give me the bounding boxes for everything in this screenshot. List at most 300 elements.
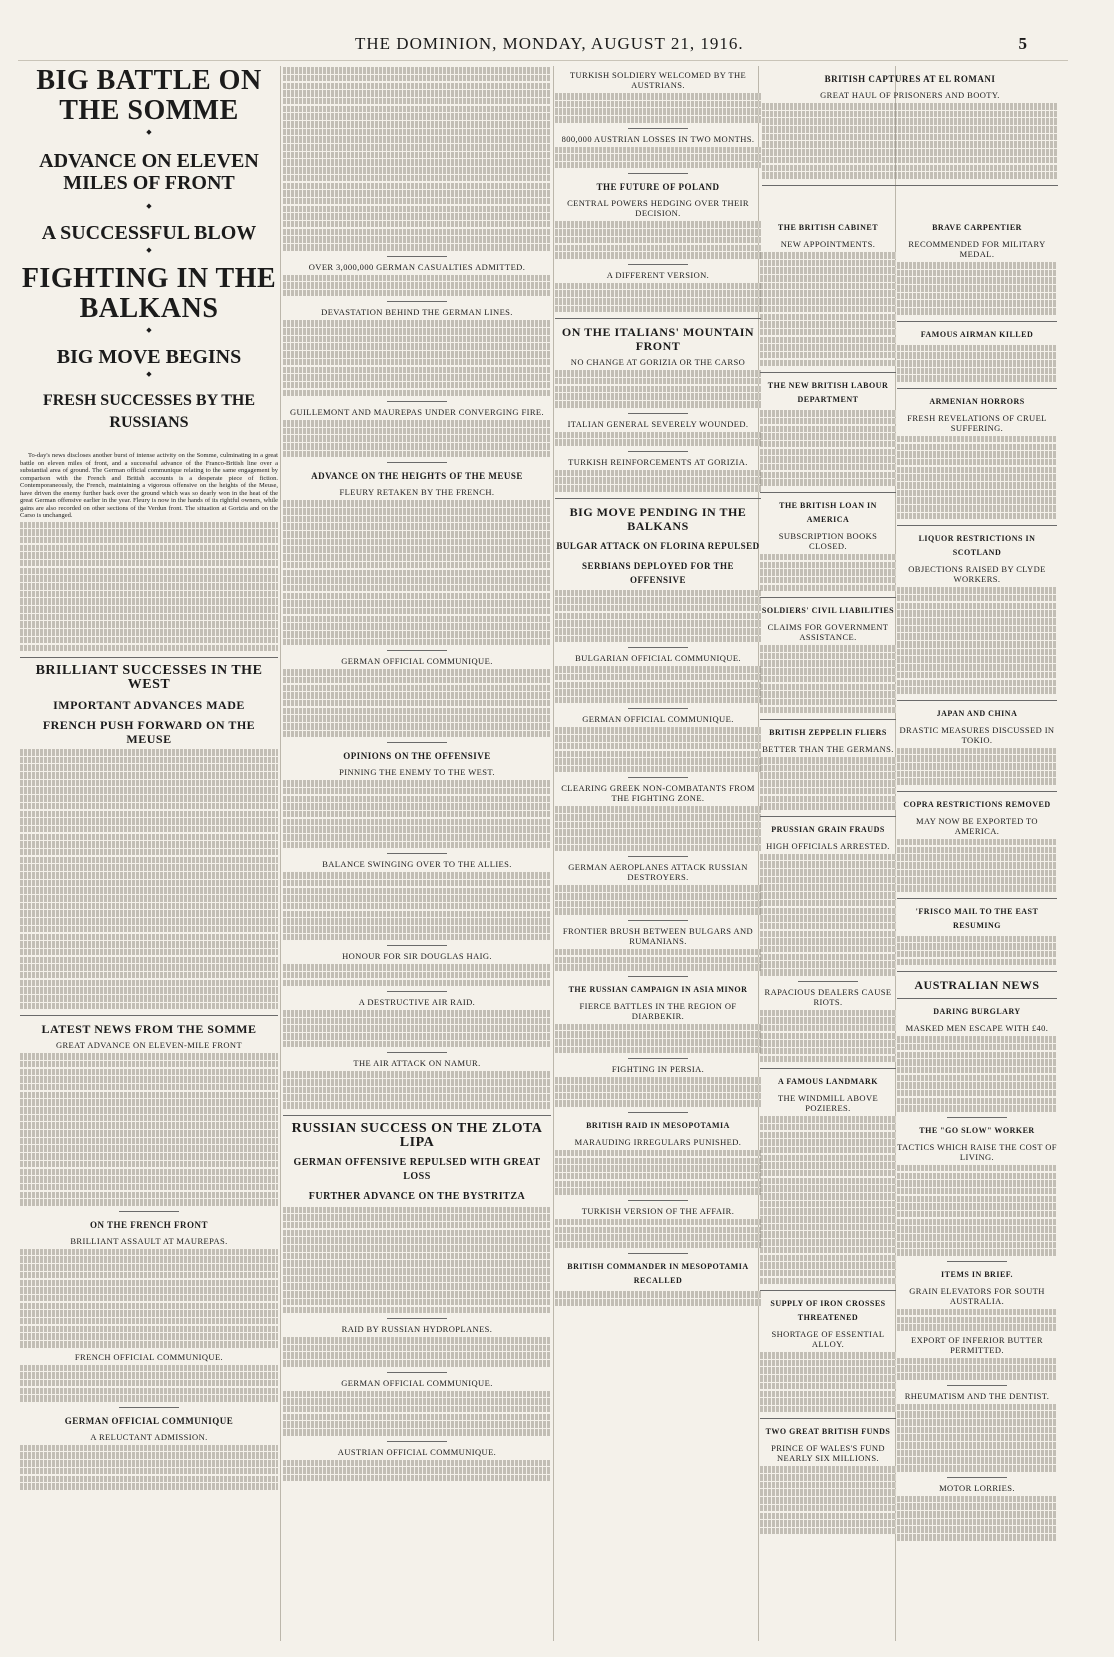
text-line (283, 972, 551, 979)
text-line (20, 545, 278, 552)
text-line (283, 500, 551, 507)
text-line (760, 961, 896, 968)
text-line (555, 1181, 761, 1188)
divider (628, 777, 688, 778)
text-line (555, 116, 761, 123)
text-line (897, 854, 1057, 861)
section-head: LIQUOR RESTRICTIONS IN SCOTLAND (918, 534, 1036, 558)
text-line (555, 386, 761, 393)
text-line (555, 283, 761, 290)
text-line (760, 426, 896, 433)
text-line (760, 410, 896, 417)
text-line (20, 1161, 278, 1168)
text-line (283, 508, 551, 515)
divider (897, 700, 1057, 701)
text-line (555, 605, 761, 612)
text-line (20, 972, 278, 979)
text-line (555, 221, 761, 228)
text-line (897, 1465, 1057, 1472)
text-line (555, 814, 761, 821)
section-subhead: THE WINDMILL ABOVE POZIERES. (777, 1093, 879, 1114)
text-line (760, 1124, 896, 1131)
text-line (897, 352, 1057, 359)
text-line (897, 1309, 1057, 1316)
text-line (760, 1262, 896, 1269)
text-line (20, 1365, 278, 1372)
text-line (20, 857, 278, 864)
text-line (20, 903, 278, 910)
headline-main: BIG BATTLE ON THE SOMME (36, 66, 262, 126)
top-rule (18, 60, 1068, 61)
text-line (555, 901, 761, 908)
text-line (897, 641, 1057, 648)
text-line (283, 585, 551, 592)
text-line (555, 751, 761, 758)
text-line (897, 959, 1057, 966)
text-line (897, 1173, 1057, 1180)
text-line (760, 1139, 896, 1146)
divider (387, 1052, 447, 1053)
text-line (283, 554, 551, 561)
section-subhead: SERBIANS DEPLOYED FOR THE OFFENSIVE (581, 560, 735, 585)
article-head: TURKISH VERSION OF THE AFFAIR. (581, 1205, 735, 1216)
text-line (555, 1150, 761, 1157)
text-line (283, 834, 551, 841)
text-line (760, 699, 896, 706)
text-line (20, 1318, 278, 1325)
text-line (760, 1406, 896, 1413)
section-subhead: FLEURY RETAKEN BY THE FRENCH. (339, 487, 495, 498)
section-subhead: TACTICS WHICH RAISE THE COST OF LIVING. (897, 1141, 1057, 1162)
text-line (760, 314, 896, 321)
text-line (760, 321, 896, 328)
section-subhead: GRAIN ELEVATORS FOR SOUTH AUSTRALIA. (909, 1285, 1045, 1306)
text-line (555, 735, 761, 742)
divider (760, 1418, 896, 1419)
divider (760, 372, 896, 373)
text-line (760, 1048, 896, 1055)
text-line (283, 1268, 551, 1275)
text-line (760, 969, 896, 976)
text-line (20, 1264, 278, 1271)
text-line (283, 1414, 551, 1421)
masthead (0, 30, 1114, 54)
text-line (760, 1132, 896, 1139)
text-line (20, 1372, 278, 1379)
text-line (760, 1375, 896, 1382)
text-line (897, 1180, 1057, 1187)
text-line (897, 1052, 1057, 1059)
text-line (897, 1411, 1057, 1418)
text-line (897, 1036, 1057, 1043)
text-line (283, 577, 551, 584)
text-line (897, 633, 1057, 640)
text-line (20, 780, 278, 787)
text-line (760, 938, 896, 945)
text-line (20, 1053, 278, 1060)
column-5 (897, 215, 1057, 1645)
text-line (20, 1326, 278, 1333)
text-line (283, 159, 551, 166)
text-line (760, 772, 896, 779)
article-head: RAPACIOUS DEALERS CAUSE RIOTS. (764, 986, 892, 1007)
text-line (20, 606, 278, 613)
text-line (760, 283, 896, 290)
text-line (555, 1173, 761, 1180)
column-3 (555, 66, 761, 1646)
section-subhead: FIERCE BATTLES IN THE REGION OF DIARBEKIR. (579, 1000, 737, 1021)
text-line (897, 1511, 1057, 1518)
text-line (283, 390, 551, 397)
text-line (283, 1245, 551, 1252)
text-line (897, 1234, 1057, 1241)
text-line (283, 420, 551, 427)
divider (760, 492, 896, 493)
section-subhead: PINNING THE ENEMY TO THE WEST. (339, 767, 495, 778)
text-line (760, 1520, 896, 1527)
text-line (897, 672, 1057, 679)
text-line (283, 175, 551, 182)
section-subhead: SUBSCRIPTION BOOKS CLOSED. (778, 530, 878, 551)
text-line (283, 623, 551, 630)
text-line (760, 861, 896, 868)
text-line (555, 485, 761, 492)
text-line (897, 1067, 1057, 1074)
text-line (20, 1153, 278, 1160)
divider (387, 991, 447, 992)
text-line (760, 267, 896, 274)
text-line (20, 964, 278, 971)
text-line (897, 943, 1057, 950)
text-line (283, 1018, 551, 1025)
text-line (555, 1165, 761, 1172)
text-line (555, 229, 761, 236)
text-line (897, 1196, 1057, 1203)
text-line (760, 1017, 896, 1024)
article-head: GUILLEMONT AND MAUREPAS UNDER CONVERGING FIRE. (289, 407, 545, 418)
divider (387, 650, 447, 651)
text-line (283, 1337, 551, 1344)
divider (628, 1058, 688, 1059)
text-line (20, 1445, 278, 1452)
text-line (20, 757, 278, 764)
article-head: RHEUMATISM AND THE DENTIST. (904, 1390, 1050, 1401)
text-line (760, 854, 896, 861)
section-head: ARMENIAN HORRORS (929, 396, 1025, 406)
article-head: GERMAN OFFICIAL COMMUNIQUE. (341, 1377, 493, 1388)
text-line (555, 1100, 761, 1107)
text-line (283, 435, 551, 442)
divider (555, 498, 761, 499)
text-line (760, 1147, 896, 1154)
text-line (20, 552, 278, 559)
text-line (760, 1231, 896, 1238)
text-line (897, 862, 1057, 869)
text-line (897, 490, 1057, 497)
el-romani-article (762, 66, 1058, 192)
text-line (760, 418, 896, 425)
text-line (283, 167, 551, 174)
text-line (20, 1287, 278, 1294)
divider (628, 264, 688, 265)
text-line (283, 1406, 551, 1413)
text-line (760, 1360, 896, 1367)
text-line (897, 513, 1057, 520)
divider: ◆ (146, 326, 152, 334)
text-line (897, 687, 1057, 694)
text-line (283, 562, 551, 569)
text-line (897, 763, 1057, 770)
text-line (283, 144, 551, 151)
text-line (760, 1170, 896, 1177)
text-line (283, 685, 551, 692)
masthead-title: THE DOMINION, MONDAY, AUGUST 21, 1916. (355, 34, 744, 53)
text-line (20, 1192, 278, 1199)
text-line (555, 470, 761, 477)
intro-paragraph: To-day's news discloses another burst of intense activity on the Somme, culminating in a great battle on eleven miles of front, and a successful advance of the Franco-British line over a substantial area of ground. The German official communique relating to the same engagement by comparison with the French and British accounts is a desperate piece of fiction. Contemporaneously, the French, maintaining a vigorous offensive on the heights of the Meuse, have driven the enemy further back over the ground which was so dearly won in the heat of the great German offensive earlier in the year. Fleury is now in the hands of its rightful owners, while gains are also recorded on other sections of the Verdun front. The situation at Gorizia and on the Carso is unchanged. (20, 452, 278, 519)
divider (762, 185, 1058, 186)
divider (897, 971, 1057, 972)
text-line (283, 1010, 551, 1017)
article-head: A DESTRUCTIVE AIR RAID. (358, 997, 476, 1008)
text-line (555, 949, 761, 956)
text-line (760, 554, 896, 561)
article-head: OVER 3,000,000 GERMAN CASUALTIES ADMITTED. (308, 261, 526, 272)
text-line (760, 780, 896, 787)
text-line (20, 926, 278, 933)
text-line (283, 213, 551, 220)
text-line (20, 1303, 278, 1310)
text-line (20, 1395, 278, 1402)
divider (628, 451, 688, 452)
text-line (760, 877, 896, 884)
text-line (555, 237, 761, 244)
text-line (897, 1365, 1057, 1372)
divider (20, 1015, 278, 1016)
text-line (20, 1280, 278, 1287)
divider (897, 791, 1057, 792)
section-subhead: MAY NOW BE EXPORTED TO AMERICA. (916, 815, 1038, 836)
text-line (897, 877, 1057, 884)
text-line (283, 229, 551, 236)
text-line (20, 1388, 278, 1395)
text-line (283, 523, 551, 530)
column-rule (280, 66, 281, 1641)
text-line (760, 1185, 896, 1192)
section-subhead: IMPORTANT ADVANCES MADE (53, 698, 245, 712)
article-head: BALANCE SWINGING OVER TO THE ALLIES. (322, 859, 512, 870)
text-line (283, 715, 551, 722)
text-line (760, 464, 896, 471)
text-line (760, 691, 896, 698)
divider (555, 318, 761, 319)
text-line (897, 300, 1057, 307)
headline-blow: A SUCCESSFUL BLOW (41, 222, 257, 244)
text-line (897, 1457, 1057, 1464)
text-line (760, 645, 896, 652)
section-head: THE FUTURE OF POLAND (596, 182, 720, 193)
text-line (20, 1380, 278, 1387)
text-line (897, 656, 1057, 663)
text-line (20, 1145, 278, 1152)
text-line (283, 290, 551, 297)
divider: ◆ (146, 246, 152, 254)
text-line (555, 370, 761, 377)
text-line (283, 1352, 551, 1359)
text-line (555, 401, 761, 408)
text-line (283, 67, 551, 74)
text-line (555, 893, 761, 900)
text-line (897, 360, 1057, 367)
text-line (283, 888, 551, 895)
text-line (283, 964, 551, 971)
text-line (283, 121, 551, 128)
article-head: TURKISH SOLDIERY WELCOMED BY THE AUSTRIANS. (569, 70, 747, 90)
section-subhead: BULGAR ATTACK ON FLORINA REPULSED (556, 540, 760, 551)
text-line (283, 1025, 551, 1032)
text-line (283, 1391, 551, 1398)
divider (628, 128, 688, 129)
text-line (283, 75, 551, 82)
text-line (20, 1452, 278, 1459)
text-line (897, 1404, 1057, 1411)
text-line (283, 328, 551, 335)
text-line (20, 764, 278, 771)
section-head: OPINIONS ON THE OFFENSIVE (343, 751, 491, 762)
text-line (555, 590, 761, 597)
text-line (283, 1253, 551, 1260)
text-line (555, 682, 761, 689)
section-head: DARING BURGLARY (933, 1007, 1021, 1017)
text-line (760, 1398, 896, 1405)
text-line (555, 1085, 761, 1092)
text-line (20, 1295, 278, 1302)
text-line (897, 885, 1057, 892)
text-line (20, 1115, 278, 1122)
section-head: LATEST NEWS FROM THE SOMME (41, 1022, 257, 1037)
section-subhead: FRENCH OFFICIAL COMMUNIQUE. (74, 1351, 224, 1362)
text-line (283, 1230, 551, 1237)
text-line (897, 1098, 1057, 1105)
text-line (283, 206, 551, 213)
text-line (20, 1003, 278, 1010)
section-head: BRITISH CAPTURES AT EL ROMANI (824, 74, 996, 84)
text-line (762, 103, 1058, 110)
section-head: COPRA RESTRICTIONS REMOVED (903, 799, 1051, 809)
section-head: BRAVE CARPENTIER (932, 223, 1022, 232)
text-line (283, 1094, 551, 1101)
text-line (897, 951, 1057, 958)
text-line (897, 1373, 1057, 1380)
text-line (760, 923, 896, 930)
text-line (283, 796, 551, 803)
text-line (283, 903, 551, 910)
text-line (283, 1283, 551, 1290)
text-line (897, 285, 1057, 292)
divider (387, 256, 447, 257)
text-line (20, 560, 278, 567)
text-line (760, 796, 896, 803)
text-line (283, 106, 551, 113)
text-line (760, 479, 896, 486)
text-line (897, 626, 1057, 633)
text-line (283, 351, 551, 358)
text-line (760, 585, 896, 592)
text-line (897, 451, 1057, 458)
text-line (20, 1169, 278, 1176)
text-line (760, 884, 896, 891)
section-head: PRUSSIAN GRAIN FRAUDS (771, 824, 885, 834)
text-line (20, 598, 278, 605)
text-line (555, 806, 761, 813)
text-line (283, 1087, 551, 1094)
text-line (20, 849, 278, 856)
section-head: THE BRITISH LOAN IN AMERICA (779, 500, 877, 524)
text-line (897, 1219, 1057, 1226)
text-line (760, 668, 896, 675)
divider (897, 388, 1057, 389)
divider (947, 1477, 1007, 1478)
text-line (283, 320, 551, 327)
text-line (283, 1207, 551, 1214)
text-line (760, 344, 896, 351)
text-line (897, 680, 1057, 687)
text-line (20, 910, 278, 917)
text-line (283, 677, 551, 684)
column-1 (20, 66, 278, 1646)
section-head: THE "GO SLOW" WORKER (919, 1125, 1035, 1135)
text-line (897, 1059, 1057, 1066)
text-line (20, 957, 278, 964)
section-subhead: A RELUCTANT ADMISSION. (90, 1431, 208, 1442)
section-head: 'FRISCO MAIL TO THE EAST RESUMING (915, 906, 1039, 930)
divider: ◆ (146, 370, 152, 378)
text-line (283, 826, 551, 833)
text-line (283, 1041, 551, 1048)
text-line (283, 1276, 551, 1283)
text-line (760, 684, 896, 691)
divider (897, 321, 1057, 322)
text-line (283, 819, 551, 826)
text-line (762, 165, 1058, 172)
text-line (283, 336, 551, 343)
text-line (283, 1237, 551, 1244)
divider (387, 1372, 447, 1373)
text-line (283, 934, 551, 941)
text-line (20, 645, 278, 652)
section-subhead: MASKED MEN ESCAPE WITH £40. (905, 1023, 1049, 1034)
text-line (283, 639, 551, 646)
text-line (760, 1489, 896, 1496)
text-line (760, 360, 896, 367)
text-line (897, 618, 1057, 625)
text-line (555, 1031, 761, 1038)
text-line (897, 1188, 1057, 1195)
text-line (555, 1242, 761, 1249)
text-line (20, 1199, 278, 1206)
section-head: THE BRITISH CABINET (777, 223, 879, 232)
text-line (283, 926, 551, 933)
divider (628, 647, 688, 648)
text-line (760, 1216, 896, 1223)
divider (628, 976, 688, 977)
text-line (760, 1247, 896, 1254)
text-line (555, 1188, 761, 1195)
text-line (20, 1084, 278, 1091)
text-line (20, 1272, 278, 1279)
divider (387, 742, 447, 743)
text-line (283, 980, 551, 987)
